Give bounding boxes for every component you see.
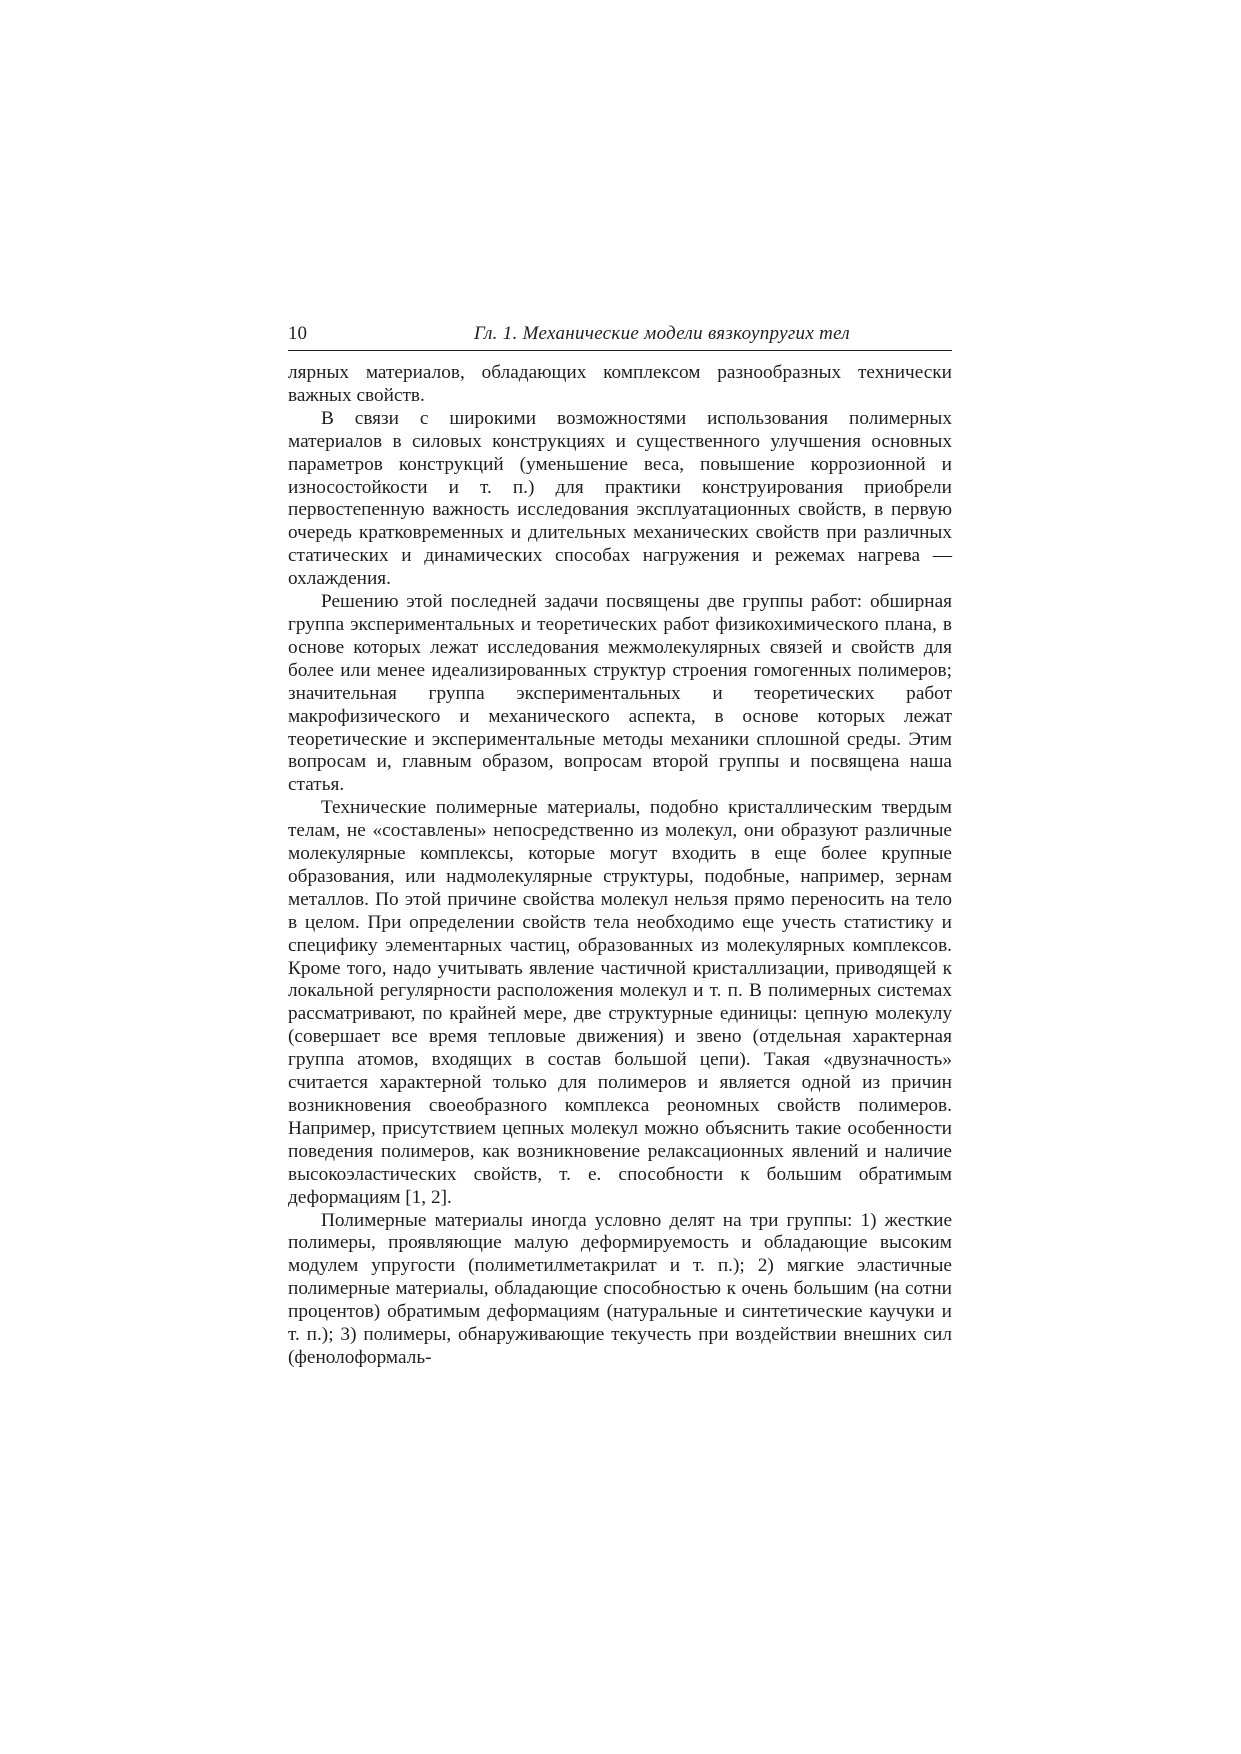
running-title: Гл. 1. Механические модели вязкоупругих тел [474, 323, 850, 344]
paragraph: Полимерные материалы иногда условно делят на три группы: 1) жесткие полимеры, проявляющие малую деформируемость и обладающие высоким модулем упругости (полиметилметакрилат и т. п.); 2) мягкие эластичные полимерные материалы, обладающие способностью к очень большим (на сотни процентов) обратимым деформациям (натуральные и синтетические каучуки и т. п.); 3) полимеры, обнаруживающие текучесть при воздействии внешних сил (фенолоформаль- [288, 1209, 952, 1368]
page-number: 10 [288, 323, 307, 344]
paragraph: лярных материалов, обладающих комплексом разнообразных технически важных свойств. [288, 362, 952, 406]
page-header [288, 323, 952, 351]
paragraph: Технические полимерные материалы, подобно кристаллическим твердым телам, не «составлены» непосредственно из молекул, они образуют различные молекулярные комплексы, которые могут входить в еще более крупные образования, или надмолекулярные структуры, подобные, например, зернам металлов. По этой причине свойства молекул нельзя прямо переносить на тело в целом. При определении свойств тела необходимо еще учесть статистику и специфику элементарных частиц, образованных из молекулярных комплексов. Кроме того, надо учитывать явление частичной кристаллизации, приводящей к локальной регулярности расположения молекул и т. п. В полимерных системах рассматривают, по крайней мере, две структурные единицы: цепную молекулу (совершает все время тепловые движения) и звено (отдельная характерная группа атомов, входящих в состав большой цепи). Такая «двузначность» считается характерной только для полимеров и является одной из причин возникновения своеобразного комплекса реономных свойств полимеров. Например, присутствием цепных молекул можно объяснить такие особенности поведения полимеров, как возникновение релаксационных явлений и наличие высокоэластических свойств, т. е. способности к большим обратимым деформациям [1, 2]. [288, 797, 952, 1208]
paragraph: Решению этой последней задачи посвящены две группы работ: обширная группа экспериментальных и теоретических работ физикохимического плана, в основе которых лежат исследования межмолекулярных связей и свойств для более или менее идеализированных структур строения гомогенных полимеров; значительная группа экспериментальных и теоретических работ макрофизического и механического аспекта, в основе которых лежат теоретические и экспериментальные методы механики сплошной среды. Этим вопросам и, главным образом, вопросам второй группы и посвящена наша статья. [288, 591, 952, 796]
paragraph: В связи с широкими возможностями использования полимерных материалов в силовых конструкциях и существенного улучшения основных параметров конструкций (уменьшение веса, повышение коррозионной и износостойкости и т. п.) для практики конструирования приобрели первостепенную важность исследования эксплуатационных свойств, в первую очередь кратковременных и длительных механических свойств при различных статических и динамических способах нагружения и режемах нагрева — охлаждения. [288, 407, 952, 590]
body-text [288, 362, 952, 1370]
